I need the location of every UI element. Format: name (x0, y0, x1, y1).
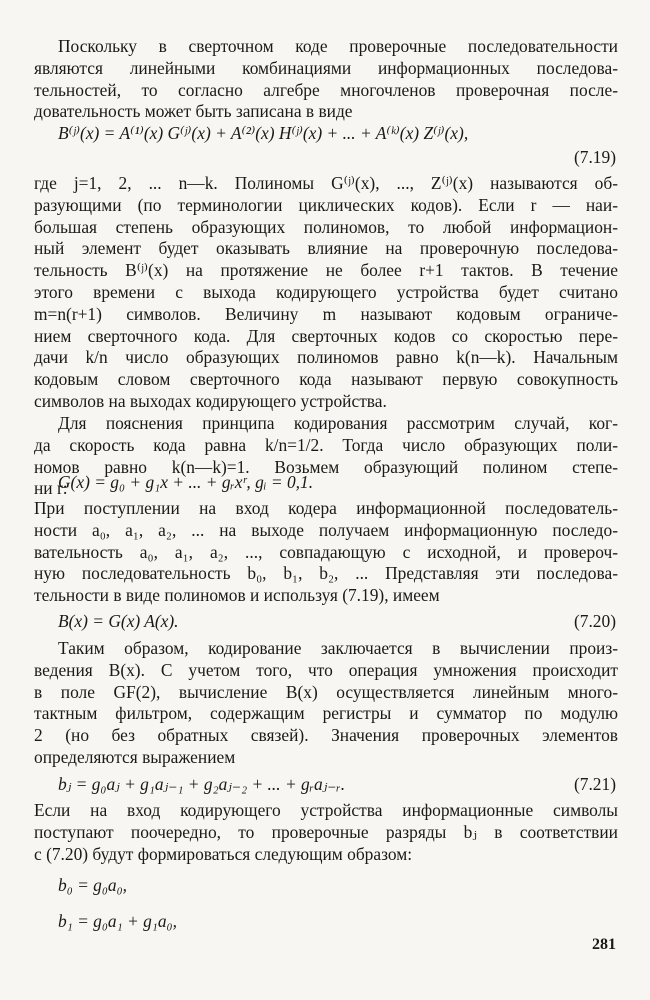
equation-number-7-21: (7.21) (573, 774, 616, 794)
text-line: вательность a₀, a₁, a₂, ..., совпадающую с исходной, и провероч- (34, 541, 618, 562)
equation-number-7-19: (7.19) (573, 147, 616, 167)
text-line: номов равно k(n—k)=1. Возьмем образующий полином степе- (34, 456, 618, 477)
text-line: в поле GF(2), вычисление B(x) осуществляется линейным много- (34, 681, 618, 702)
text-line: довательность может быть записана в виде (34, 101, 353, 122)
text-line: являются линейными комбинациями информационных последова- (34, 57, 618, 78)
paragraph-2 (34, 173, 618, 413)
text-line: да скорость кода равна k/n=1/2. Тогда число образующих поли- (34, 434, 618, 455)
equation-7-20: B(x) = G(x) A(x). (58, 611, 179, 631)
text-line: При поступлении на вход кодера информационной последователь- (34, 498, 618, 518)
text-line: где j=1, 2, ... n—k. Полиномы G⁽ʲ⁾(x), ..., Z⁽ʲ⁾(x) называются об- (34, 173, 618, 193)
paragraph-1 (34, 36, 618, 123)
text-line: 2 (но без обратных связей). Значения проверочных элементов (34, 725, 618, 746)
text-line: тельность B⁽ʲ⁾(x) на протяжение не более r+1 тактов. В течение (34, 260, 618, 281)
equation-b1: b₁ = g₀a₁ + g₁a₀, (58, 911, 177, 931)
text-line: тельности в виде полиномов и используя (7.19), имеем (34, 585, 440, 606)
generator-polynomial: G(x) = g₀ + g₁x + ... + gᵣxʳ, gᵢ = 0,1. (58, 472, 314, 492)
text-line: определяются выражением (34, 746, 236, 767)
equation-7-19: B⁽ʲ⁾(x) = A⁽¹⁾(x) G⁽ʲ⁾(x) + A⁽²⁾(x) H⁽ʲ⁾(x) + ... + A⁽ᵏ⁾(x) Z⁽ʲ⁾(x), (58, 123, 469, 143)
text-line: ную последовательность b₀, b₁, b₂, ... Представляя эти последова- (34, 563, 618, 584)
text-line: ни r: (34, 478, 68, 499)
text-line: дачи k/n число образующих полиномов равно k(n—k). Начальным (34, 347, 618, 368)
page-number: 281 (592, 936, 616, 953)
text-line: ности a₀, a₁, a₂, ... на выходе получаем информационную последо- (34, 519, 618, 540)
paragraph-6 (34, 800, 618, 865)
paragraph-5 (34, 638, 618, 769)
equation-b0: b₀ = g₀a₀, (58, 875, 128, 895)
text-line: этого времени с выхода кодирующего устройства будет считано (34, 281, 618, 302)
text-line: ный элемент будет оказывать влияние на проверочную последова- (34, 238, 618, 259)
text-line: нием сверточного кода. Для сверточных кодов со скоростью пере- (34, 325, 618, 346)
paragraph-4 (34, 498, 618, 607)
text-line: с (7.20) будут формироваться следующим образом: (34, 843, 413, 864)
text-line: Таким образом, кодирование заключается в вычислении произ- (58, 638, 618, 658)
text-line: Поскольку в сверточном коде проверочные последовательности (58, 36, 618, 56)
equation-7-21: bⱼ = g₀aⱼ + g₁aⱼ₋₁ + g₂aⱼ₋₂ + ... + gᵣaⱼ₋ᵣ. (58, 774, 346, 794)
text-line: большая степень образующих полиномов, то любой информацион- (34, 216, 618, 237)
text-line: кодовым словом сверточного кода называют первую совокупность (34, 369, 618, 390)
text-line: тактным фильтром, содержащим регистры и сумматор по модулю (34, 703, 618, 724)
text-line: Для пояснения принципа кодирования рассмотрим случай, ког- (58, 413, 618, 433)
text-line: Если на вход кодирующего устройства информационные символы (34, 800, 618, 820)
text-line: поступают поочередно, то проверочные разряды bⱼ в соответствии (34, 821, 618, 842)
text-line: символов на выходах кодирующего устройства. (34, 390, 387, 411)
text-line: разующими (по терминологии циклических кодов). Если r — наи- (34, 194, 618, 215)
text-line: тельностей, то согласно алгебре многочленов проверочная после- (34, 79, 618, 100)
text-line: m=n(r+1) символов. Величину m называют кодовым ограниче- (34, 303, 618, 324)
equation-number-7-20: (7.20) (573, 611, 616, 631)
text-line: ведения B(x). С учетом того, что операция умножения происходит (34, 659, 618, 680)
